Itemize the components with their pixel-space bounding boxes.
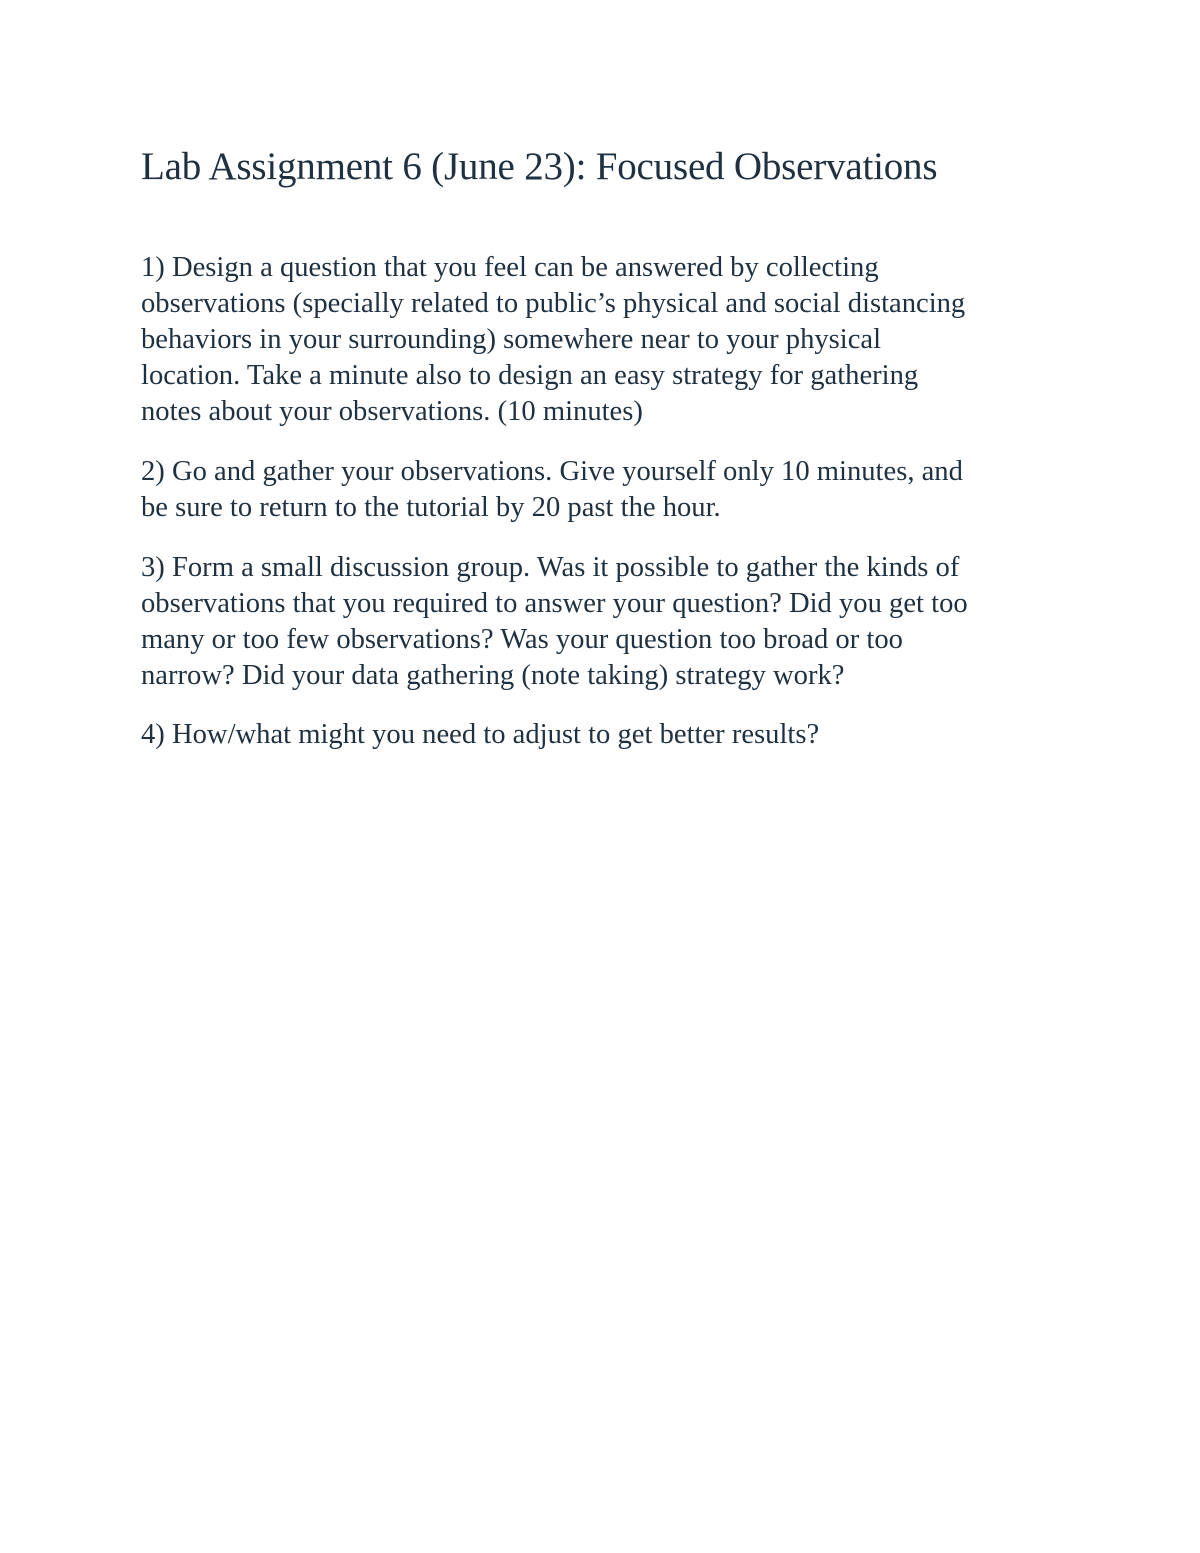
text-line: 4) How/what might you need to adjust to get better results? [141, 719, 820, 750]
text-line: observations that you required to answer your question? Did you get too [141, 588, 968, 619]
text-line: 1) Design a question that you feel can be answered by collecting [141, 252, 879, 283]
text-line: behaviors in your surrounding) somewhere near to your physical [141, 324, 882, 355]
text-line: observations (specially related to public’s physical and social distancing [141, 288, 966, 319]
instruction-item-1 [141, 250, 1071, 430]
text-line: location. Take a minute also to design an easy strategy for gathering [141, 360, 919, 391]
text-line: 2) Go and gather your observations. Give yourself only 10 minutes, and [141, 456, 963, 487]
instruction-item-3 [141, 550, 1071, 694]
text-line: many or too few observations? Was your question too broad or too [141, 624, 903, 655]
text-line: be sure to return to the tutorial by 20 past the hour. [141, 492, 721, 523]
text-line: notes about your observations. (10 minutes) [141, 396, 643, 427]
document-title: Lab Assignment 6 (June 23): Focused Observations [141, 145, 938, 188]
instruction-item-2 [141, 454, 1071, 526]
text-line: 3) Form a small discussion group. Was it possible to gather the kinds of [141, 552, 960, 583]
instruction-item-4 [141, 717, 1071, 753]
text-line: narrow? Did your data gathering (note taking) strategy work? [141, 660, 845, 691]
